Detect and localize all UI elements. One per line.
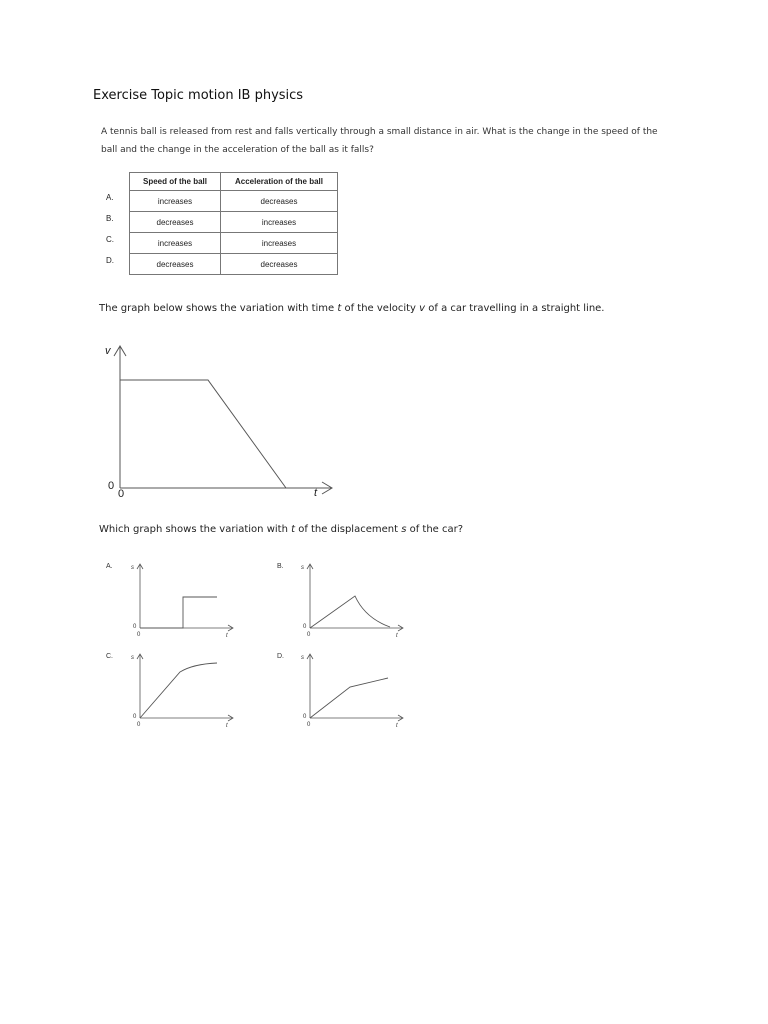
- graph-c: [125, 650, 240, 730]
- graph-c-letter: C.: [106, 653, 113, 660]
- cell-speed: increases: [130, 191, 221, 212]
- q2-text-part: of the velocity: [341, 303, 420, 314]
- cell-acceleration: increases: [221, 233, 338, 254]
- option-letter-b: B.: [106, 214, 114, 223]
- graph-c-t-label: t: [226, 723, 228, 729]
- cell-acceleration: increases: [221, 212, 338, 233]
- q3-text-part: Which graph shows the variation with: [99, 524, 292, 535]
- graph-c-s-label: s: [131, 655, 134, 661]
- table-header-row: [130, 173, 338, 191]
- q2-text-part: The graph below shows the variation with time: [99, 303, 338, 314]
- q2-v-symbol: v: [419, 303, 426, 314]
- q3-t-symbol: t: [291, 524, 296, 535]
- table-row: [130, 254, 338, 275]
- velocity-time-graph: [100, 338, 340, 503]
- graph-a-origin-y: 0: [133, 624, 137, 630]
- q3-text-part: of the displacement: [295, 524, 402, 535]
- header-acceleration: Acceleration of the ball: [221, 173, 338, 191]
- graph-d-s-label: s: [301, 655, 304, 661]
- graph-a-curve: [140, 597, 217, 628]
- graph-b-origin-x: 0: [307, 632, 311, 638]
- table-row: [130, 233, 338, 254]
- graph-c-curve: [140, 663, 217, 718]
- t-axis-label: t: [314, 487, 318, 499]
- table-row: [130, 191, 338, 212]
- graph-c-origin-y: 0: [133, 714, 137, 720]
- option-letter-a: A.: [106, 193, 114, 202]
- answer-options-table: [129, 172, 338, 275]
- graph-b-origin-y: 0: [303, 624, 307, 630]
- table-row: [130, 212, 338, 233]
- q3-text-part: of the car?: [406, 524, 464, 535]
- t-origin-label: 0: [118, 488, 125, 500]
- question-2-text: [99, 303, 605, 314]
- velocity-line: [120, 380, 286, 488]
- cell-acceleration: decreases: [221, 254, 338, 275]
- graph-a-origin-x: 0: [137, 632, 141, 638]
- graph-b-t-label: t: [396, 633, 398, 639]
- graph-b-curve: [310, 596, 390, 628]
- graph-b-letter: B.: [277, 563, 284, 570]
- question-1-text: A tennis ball is released from rest and falls vertically through a small distance in air. What is the change in the speed of the ball and the change in the acceleration of the ball as it falls?: [101, 127, 658, 155]
- v-origin-label: 0: [108, 480, 115, 492]
- graph-d: [295, 650, 410, 730]
- graph-b: [295, 560, 410, 640]
- graph-d-t-label: t: [396, 723, 398, 729]
- graph-d-origin-x: 0: [307, 722, 311, 728]
- cell-speed: decreases: [130, 254, 221, 275]
- cell-speed: increases: [130, 233, 221, 254]
- page-title: Exercise Topic motion IB physics: [93, 88, 304, 103]
- q2-t-symbol: t: [337, 303, 342, 314]
- graph-a-t-label: t: [226, 633, 228, 639]
- cell-acceleration: decreases: [221, 191, 338, 212]
- q2-text-part: of a car travelling in a straight line.: [425, 303, 605, 314]
- q3-s-symbol: s: [401, 524, 407, 535]
- graph-a-letter: A.: [106, 563, 113, 570]
- graph-a: [125, 560, 240, 640]
- graph-c-origin-x: 0: [137, 722, 141, 728]
- graph-d-origin-y: 0: [303, 714, 307, 720]
- cell-speed: decreases: [130, 212, 221, 233]
- header-speed: Speed of the ball: [130, 173, 221, 191]
- option-letter-c: C.: [106, 235, 114, 244]
- graph-d-curve: [310, 678, 388, 718]
- v-axis-label: v: [105, 345, 111, 357]
- graph-a-s-label: s: [131, 565, 134, 571]
- option-letter-d: D.: [106, 256, 114, 265]
- question-3-text: [99, 524, 463, 535]
- graph-d-letter: D.: [277, 653, 284, 660]
- graph-b-s-label: s: [301, 565, 304, 571]
